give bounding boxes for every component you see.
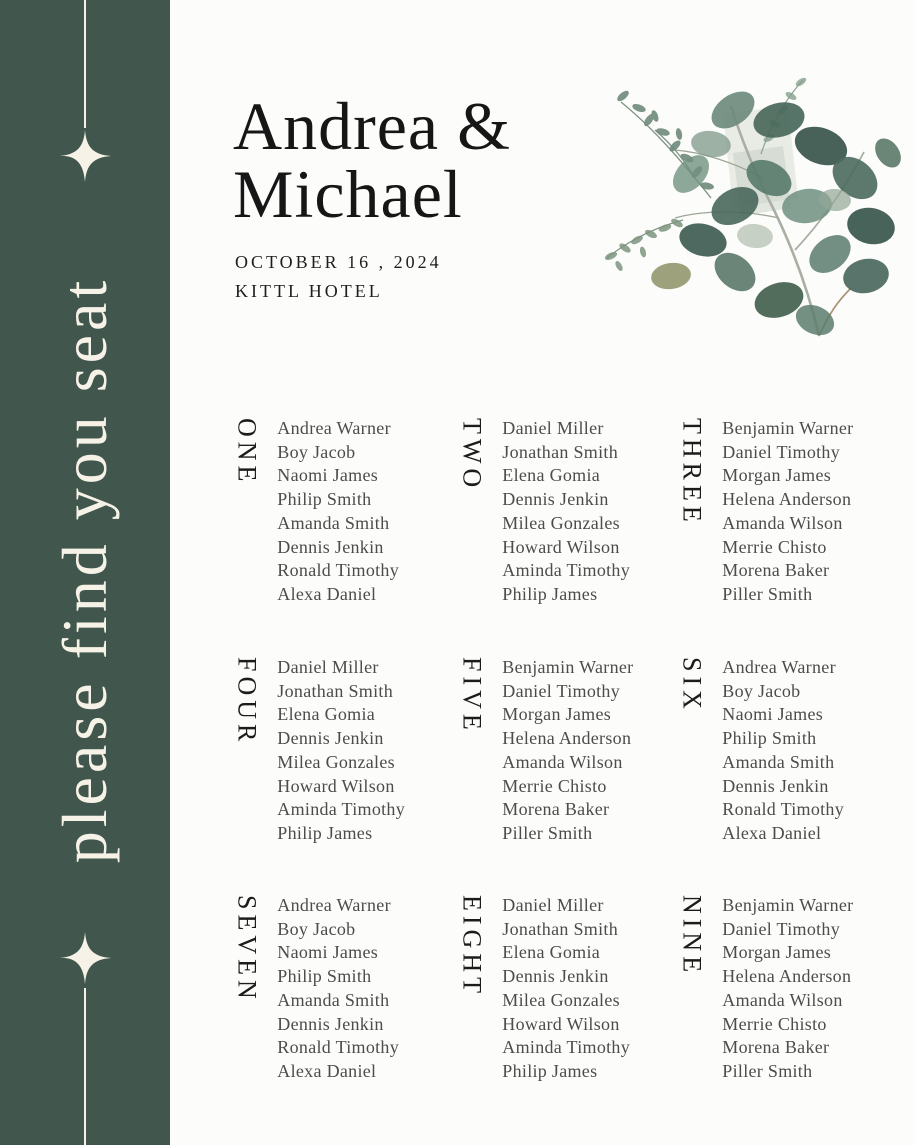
guest-name: Milea Gonzales — [502, 989, 620, 1010]
guest-list — [502, 417, 630, 607]
table-number: SEVEN — [232, 895, 262, 1004]
guest-name: Ronald Timothy — [277, 560, 400, 581]
guest-name: Howard Wilson — [502, 536, 620, 557]
guest-name: Benjamin Warner — [722, 895, 854, 915]
event-venue: KITTL HOTEL — [235, 281, 383, 301]
event-details — [235, 248, 442, 306]
guest-name: Benjamin Warner — [722, 418, 854, 438]
table-number: THREE — [677, 418, 707, 527]
title-line-2: Michael — [233, 156, 463, 232]
guest-name: Philip Smith — [277, 489, 372, 510]
vertical-line-bottom — [84, 988, 86, 1145]
guest-name: Piller Smith — [722, 583, 813, 604]
guest-list — [722, 894, 853, 1084]
guest-name: Morgan James — [722, 465, 832, 486]
guest-name: Philip Smith — [277, 966, 372, 987]
table-number: FIVE — [457, 657, 487, 735]
table-number: EIGHT — [457, 895, 487, 998]
guest-name: Dennis Jenkin — [277, 536, 384, 557]
guest-name: Andrea Warner — [722, 657, 836, 677]
guest-name: Milea Gonzales — [277, 751, 395, 772]
table-four — [233, 656, 458, 894]
guest-name: Amanda Wilson — [722, 989, 843, 1010]
guest-name: Amanda Smith — [277, 512, 390, 533]
guest-name: Morena Baker — [722, 1037, 830, 1058]
table-number: FOUR — [232, 657, 262, 747]
guest-name: Dennis Jenkin — [502, 489, 609, 510]
table-nine — [678, 894, 910, 1084]
table-eight — [458, 894, 678, 1084]
sparkle-icon — [57, 930, 113, 986]
guest-name: Jonathan Smith — [277, 680, 393, 701]
guest-name: Alexa Daniel — [722, 822, 822, 843]
eucalyptus-illustration — [583, 58, 907, 348]
guest-name: Naomi James — [277, 465, 379, 486]
guest-list — [502, 894, 630, 1084]
guest-name: Boy Jacob — [277, 441, 356, 462]
table-three — [678, 417, 910, 656]
guest-name: Andrea Warner — [277, 418, 391, 438]
guest-name: Ronald Timothy — [277, 1037, 400, 1058]
guest-name: Daniel Miller — [502, 418, 604, 438]
guest-list — [722, 656, 844, 846]
couple-title — [233, 88, 512, 232]
table-number: SIX — [677, 657, 707, 714]
guest-name: Merrie Chisto — [722, 1013, 827, 1034]
guest-name: Jonathan Smith — [502, 441, 618, 462]
guest-name: Alexa Daniel — [277, 1060, 377, 1081]
guest-name: Dennis Jenkin — [722, 775, 829, 796]
table-one — [233, 417, 458, 656]
guest-name: Helena Anderson — [722, 966, 852, 987]
guest-name: Morena Baker — [502, 799, 610, 820]
guest-list — [277, 656, 405, 846]
guest-name: Aminda Timothy — [502, 560, 631, 581]
guest-name: Elena Gomia — [277, 704, 376, 725]
guest-name: Piller Smith — [722, 1060, 813, 1081]
guest-name: Amanda Wilson — [722, 512, 843, 533]
guest-name: Helena Anderson — [722, 489, 852, 510]
event-date: OCTOBER 16 , 2024 — [235, 252, 442, 272]
title-line-1: Andrea & — [233, 88, 512, 164]
guest-name: Dennis Jenkin — [277, 1013, 384, 1034]
guest-name: Aminda Timothy — [502, 1037, 631, 1058]
guest-name: Philip Smith — [722, 728, 817, 749]
guest-name: Amanda Wilson — [502, 751, 623, 772]
guest-name: Andrea Warner — [277, 895, 391, 915]
guest-name: Morgan James — [722, 942, 832, 963]
guest-name: Naomi James — [277, 942, 379, 963]
guest-name: Daniel Miller — [502, 895, 604, 915]
table-number: NINE — [677, 895, 707, 978]
guest-list — [277, 894, 399, 1084]
guest-name: Elena Gomia — [502, 465, 601, 486]
guest-name: Aminda Timothy — [277, 799, 406, 820]
guest-name: Amanda Smith — [277, 989, 390, 1010]
table-number: TWO — [457, 418, 487, 493]
guest-name: Merrie Chisto — [502, 775, 607, 796]
guest-name: Dennis Jenkin — [502, 966, 609, 987]
guest-name: Daniel Timothy — [722, 918, 841, 939]
guest-name: Daniel Timothy — [502, 680, 621, 701]
table-seven — [233, 894, 458, 1084]
table-two — [458, 417, 678, 656]
guest-name: Elena Gomia — [502, 942, 601, 963]
guest-name: Boy Jacob — [277, 918, 356, 939]
guest-name: Ronald Timothy — [722, 799, 845, 820]
table-number: ONE — [232, 418, 262, 487]
guest-name: Merrie Chisto — [722, 536, 827, 557]
guest-name: Philip James — [502, 1060, 598, 1081]
guest-name: Philip James — [502, 583, 598, 604]
guest-name: Helena Anderson — [502, 728, 632, 749]
guest-name: Howard Wilson — [277, 775, 395, 796]
sidebar-vertical-text: please find you seat — [49, 276, 120, 864]
guest-name: Alexa Daniel — [277, 583, 377, 604]
guest-list — [277, 417, 399, 607]
guest-name: Piller Smith — [502, 822, 593, 843]
vertical-line-top — [84, 0, 86, 128]
table-six — [678, 656, 910, 894]
guest-name: Daniel Timothy — [722, 441, 841, 462]
guest-name: Milea Gonzales — [502, 512, 620, 533]
guest-name: Benjamin Warner — [502, 657, 634, 677]
guest-name: Howard Wilson — [502, 1013, 620, 1034]
guest-list — [502, 656, 633, 846]
sparkle-icon — [57, 128, 113, 184]
tables-grid — [233, 417, 910, 1084]
sidebar — [0, 0, 170, 1145]
guest-name: Daniel Miller — [277, 657, 379, 677]
guest-list — [722, 417, 853, 607]
guest-name: Dennis Jenkin — [277, 728, 384, 749]
guest-name: Philip James — [277, 822, 373, 843]
table-five — [458, 656, 678, 894]
guest-name: Morena Baker — [722, 560, 830, 581]
guest-name: Amanda Smith — [722, 751, 835, 772]
guest-name: Morgan James — [502, 704, 612, 725]
guest-name: Jonathan Smith — [502, 918, 618, 939]
guest-name: Naomi James — [722, 704, 824, 725]
guest-name: Boy Jacob — [722, 680, 801, 701]
